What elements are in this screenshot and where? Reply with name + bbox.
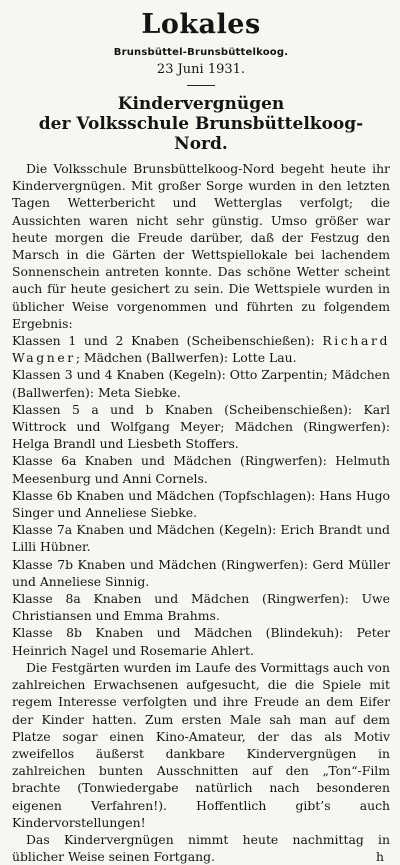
result-item: Klassen 5 a und b Knaben (Scheibenschießen): Karl Wittrock und Wolfgang Meyer; Mädchen (Ringwerfen): Helga Brandl und Liesbeth Stoffers. [12, 401, 390, 452]
intro-paragraph: Die Volksschule Brunsbüttelkoog-Nord begeht heute ihr Kindervergnügen. Mit großer Sorge wurden in den letzten Tagen Wetterbericht und Wetterglas verfolgt; die Aussichten waren nicht sehr günstig. Umso größer war heute morgen die Freude darüber, daß der Festzug den Marsch in die Gärten der Wettspiellokale bei lachendem Sonnenschein antreten konnte. Das schöne Wetter scheint auch für heute gesichert zu sein. Die Wettspiele wurden in üblicher Weise vorgenommen und führten zu folgendem Ergebnis: [12, 161, 390, 331]
result-item: Klasse 6a Knaben und Mädchen (Ringwerfen): Helmuth Meesenburg und Anni Cornels. [12, 453, 390, 486]
outro-paragraph: Die Festgärten wurden im Laufe des Vormittags auch von zahlreichen Erwachsenen aufgesucht, die die Spiele mit regem Interesse verfolgten und ihre Freude an dem Eifer der Kinder hatten. Zum ersten Male sah man auf dem Platze sogar einen Kino-Amateur, der das als Motiv zweifellos äußerst dankbare Kindervergnügen in zahlreichen bunten Ausschnitten auf den „Ton“-Film brachte (Tonwiedergabe natürlich nach besonderen eigenen Verfahren!). Hoffentlich gibt’s auch Kindervorstellungen! [12, 659, 390, 830]
closing-paragraph: Das Kindervergnügen nimmt heute nachmittag in üblicher Weise seinen Fortgang. h [12, 831, 390, 865]
article-body [12, 160, 390, 865]
result-item: Klasse 7a Knaben und Mädchen (Kegeln): Erich Brandt und Lilli Hübner. [12, 522, 390, 555]
result-item: Klasse 6b Knaben und Mädchen (Topfschlagen): Hans Hugo Singer und Anneliese Siebke. [12, 487, 390, 521]
headline-line-2: der Volksschule Brunsbüttelkoog-Nord. [38, 114, 364, 154]
result-item: Klasse 8b Knaben und Mädchen (Blindekuh): Peter Heinrich Nagel und Rosemarie Ahlert. [12, 625, 390, 658]
result-item: Klassen 3 und 4 Knaben (Kegeln): Otto Zarpentin; Mädchen (Ballwerfen): Meta Siebke. [12, 367, 390, 400]
article-headline [12, 94, 390, 154]
winner-name: Richard Wagner [12, 333, 390, 366]
result-item: Klassen 1 und 2 Knaben (Scheibenschießen): Richard Wagner; Mädchen (Ballwerfen): Lotte Lau. [12, 333, 390, 366]
divider [187, 85, 215, 86]
author-signature: h [376, 849, 384, 865]
headline-line-1: Kindervergnügen [117, 94, 285, 114]
result-item: Klasse 7b Knaben und Mädchen (Ringwerfen): Gerd Müller und Anneliese Sinnig. [12, 556, 390, 589]
result-item: Klasse 8a Knaben und Mädchen (Ringwerfen): Uwe Christiansen und Emma Brahms. [12, 591, 390, 624]
section-title: Lokales [141, 9, 261, 40]
publication-date: 23 Juni 1931. [156, 62, 246, 77]
dateline: Brunsbüttel-Brunsbüttelkoog. [113, 47, 289, 58]
